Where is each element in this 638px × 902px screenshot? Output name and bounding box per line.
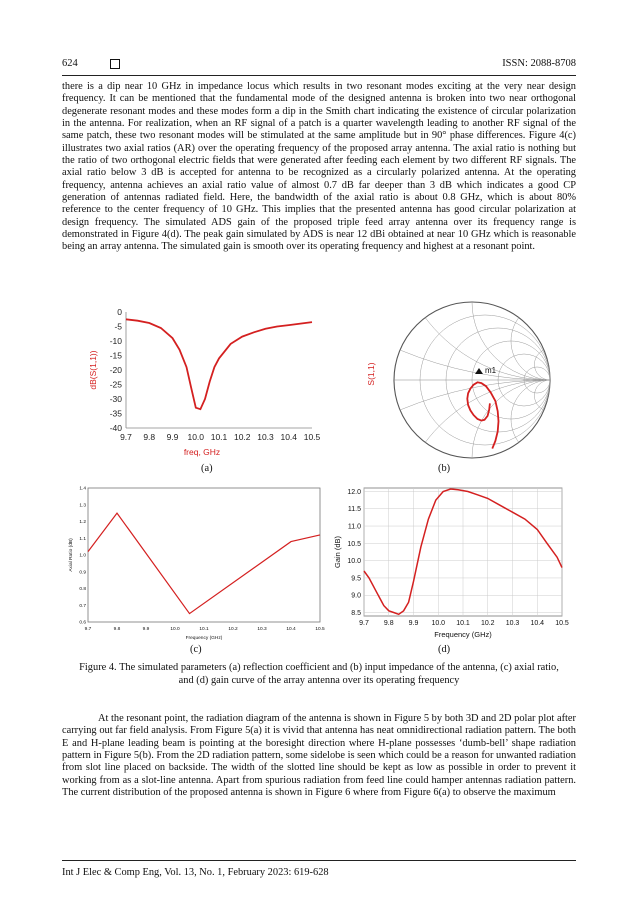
x-tick-label: 10.1 bbox=[199, 627, 209, 632]
subfigure-label-a: (a) bbox=[201, 463, 213, 474]
x-tick-label: 9.9 bbox=[142, 627, 150, 632]
chart-s11 bbox=[70, 300, 330, 460]
y-tick-label: -20 bbox=[109, 364, 122, 375]
header-rule bbox=[62, 75, 576, 76]
x-tick-label: 9.9 bbox=[166, 432, 179, 442]
footer-rule bbox=[62, 860, 576, 861]
subfigure-label-d: (d) bbox=[438, 644, 451, 655]
smith-marker-label: m1 bbox=[485, 366, 497, 375]
ar-ylabel: Axial Ratio (dB) bbox=[69, 538, 74, 572]
chart-gain bbox=[330, 484, 570, 644]
smith-ylabel: S(1,1) bbox=[366, 362, 376, 386]
x-tick-label: 9.8 bbox=[383, 620, 394, 627]
y-tick-label: 0.7 bbox=[79, 603, 86, 609]
y-tick-label: -35 bbox=[109, 408, 122, 419]
x-tick-label: 9.8 bbox=[143, 432, 156, 442]
y-tick-label: 1.0 bbox=[79, 553, 86, 559]
y-tick-label: 0 bbox=[117, 306, 122, 317]
x-tick-label: 10.2 bbox=[233, 432, 251, 442]
y-tick-label: 11.0 bbox=[347, 523, 361, 531]
x-tick-label: 10.4 bbox=[530, 620, 545, 627]
ar-xlabel: Frequency (GHz) bbox=[185, 636, 223, 641]
x-tick-label: 10.1 bbox=[210, 432, 228, 442]
y-tick-label: 9.5 bbox=[351, 575, 361, 583]
chart-smith bbox=[352, 290, 572, 470]
body-paragraph-2: At the resonant point, the radiation diagram of the antenna is shown in Figure 5 by both 3D and 2D polar plot after carrying out far field analysis. From Figure 5(a) it is vivid that antenna has neat omnidirectional radiation pattern. The both E and H-plane leading beam is pointing at the boresight direction where H-plane possesses ‘dumb-bell’ shape radiation pattern in Figure 5(b). From the 2D radiation pattern, some sidelobe is seen which could be a reason for unwanted radiation from slot line placed on backside. The width of the slotted line should be kept as low as possible in order to prevent it working from as a slot-line antenna. Apart from spurious radiation from feed line could hamper antennas radiation pattern. The current distribution of the proposed antenna is shown in Figure 6 where from Figure 6(a) to observe the maximum bbox=[62, 713, 576, 799]
y-tick-label: 0.8 bbox=[79, 587, 86, 593]
x-tick-label: 10.3 bbox=[257, 432, 274, 442]
x-tick-label: 10.5 bbox=[315, 627, 325, 632]
y-tick-label: 1.1 bbox=[79, 536, 86, 542]
y-tick-label: -15 bbox=[109, 350, 122, 361]
y-tick-label: 12.0 bbox=[347, 488, 361, 496]
x-tick-label: 10.2 bbox=[480, 620, 495, 627]
x-tick-label: 10.4 bbox=[286, 627, 296, 632]
y-tick-label: 0.6 bbox=[79, 620, 86, 626]
x-tick-label: 10.3 bbox=[505, 620, 520, 627]
subfigure-label-b: (b) bbox=[438, 463, 451, 474]
x-tick-label: 10.0 bbox=[431, 620, 446, 627]
s11-xlabel: freq, GHz bbox=[183, 447, 221, 457]
x-tick-label: 10.5 bbox=[555, 620, 569, 627]
page-number: 624 bbox=[62, 58, 78, 69]
x-tick-label: 10.1 bbox=[456, 620, 470, 627]
subfigure-label-c: (c) bbox=[190, 644, 202, 655]
y-tick-label: 1.2 bbox=[79, 520, 86, 526]
y-tick-label: 10.5 bbox=[347, 540, 361, 548]
x-tick-label: 10.2 bbox=[228, 627, 238, 632]
y-tick-label: 11.5 bbox=[347, 506, 361, 514]
y-tick-label: -5 bbox=[114, 321, 122, 332]
s11-ylabel: dB(S(1,1)) bbox=[88, 350, 98, 390]
x-tick-label: 10.0 bbox=[170, 627, 180, 632]
x-tick-label: 10.4 bbox=[280, 432, 298, 442]
issn: ISSN: 2088-8708 bbox=[502, 58, 576, 69]
gain-ylabel: Gain (dB) bbox=[333, 535, 342, 569]
y-tick-label: 9.0 bbox=[351, 592, 361, 600]
y-tick-label: 1.4 bbox=[79, 486, 86, 492]
ar-plot-frame bbox=[88, 488, 320, 622]
y-tick-label: -25 bbox=[109, 379, 122, 390]
x-tick-label: 9.9 bbox=[408, 620, 419, 627]
page-header bbox=[62, 58, 576, 74]
y-tick-label: 8.5 bbox=[351, 609, 361, 617]
y-tick-label: 0.9 bbox=[79, 570, 86, 576]
y-tick-label: 10.0 bbox=[347, 558, 361, 566]
page-footer: Int J Elec & Comp Eng, Vol. 13, No. 1, February 2023: 619-628 bbox=[62, 867, 329, 878]
gain-xlabel: Frequency (GHz) bbox=[434, 630, 492, 639]
square-icon bbox=[110, 59, 120, 69]
s11-plot-frame bbox=[126, 312, 312, 428]
y-tick-label: 1.3 bbox=[79, 503, 86, 509]
x-tick-label: 9.7 bbox=[120, 432, 132, 442]
x-tick-label: 10.5 bbox=[303, 432, 321, 442]
chart-axial-ratio bbox=[66, 484, 326, 644]
figure-caption: Figure 4. The simulated parameters (a) reflection coefficient and (b) input impedance of the antenna, (c) axial ratio, and (d) gain curve of the array antenna over its operating frequency bbox=[79, 662, 559, 686]
x-tick-label: 10.0 bbox=[187, 432, 205, 442]
y-tick-label: -10 bbox=[109, 335, 122, 346]
x-tick-label: 9.7 bbox=[84, 627, 92, 632]
x-tick-label: 10.3 bbox=[257, 627, 267, 632]
y-tick-label: -40 bbox=[109, 422, 122, 433]
y-tick-label: -30 bbox=[109, 393, 122, 404]
body-paragraph-1: there is a dip near 10 GHz in impedance locus which results in two resonant modes exciting at the very near design frequency. It can be mentioned that the fundamental mode of the designed antenna is broken into two near orthogonal degenerate resonant modes and these modes form a dip in the Smith chart indicating the existence of circular polarization in the antenna. For realization, when an RF signal of a patch is a quarter wavelength leading to another RF signal of the same patch, these two resonant modes will be stimulated at the same amplitude but in 90° phase differences. Figure 4(c) illustrates two axial ratios (AR) over the operating frequency of the proposed array antenna. The axial ratio is nothing but the ratio of two orthogonal electric fields that were generated after feeding each element by two different RF signals. The axial ratio below 3 dB is accepted for antenna to be recognized as a circularly polarized antenna. At the operating frequency, antenna achieves an axial ratio value of almost 0.7 dB far deeper than 3 dB which indicates a good CP generation of antennas radiated field. Here, the bandwidth of the axial ratio is about 0.8 GHz, which is about 80% reference to the center frequency of 10 GHz. This implies that the presented antenna has good circular polarization at design frequency. The simulated ADS gain of the proposed triple feed array antenna over its frequency range is demonstrated in Figure 4(d). The peak gain simulated by ADS is near 12 dBi obtained at near 10 GHz which is reasonable being an array antenna. The simulated gain is smooth over its operating frequency and highest at a resonant point. bbox=[62, 81, 576, 253]
x-tick-label: 9.7 bbox=[359, 620, 369, 627]
x-tick-label: 9.8 bbox=[113, 627, 121, 632]
s11-series-line bbox=[126, 319, 312, 409]
